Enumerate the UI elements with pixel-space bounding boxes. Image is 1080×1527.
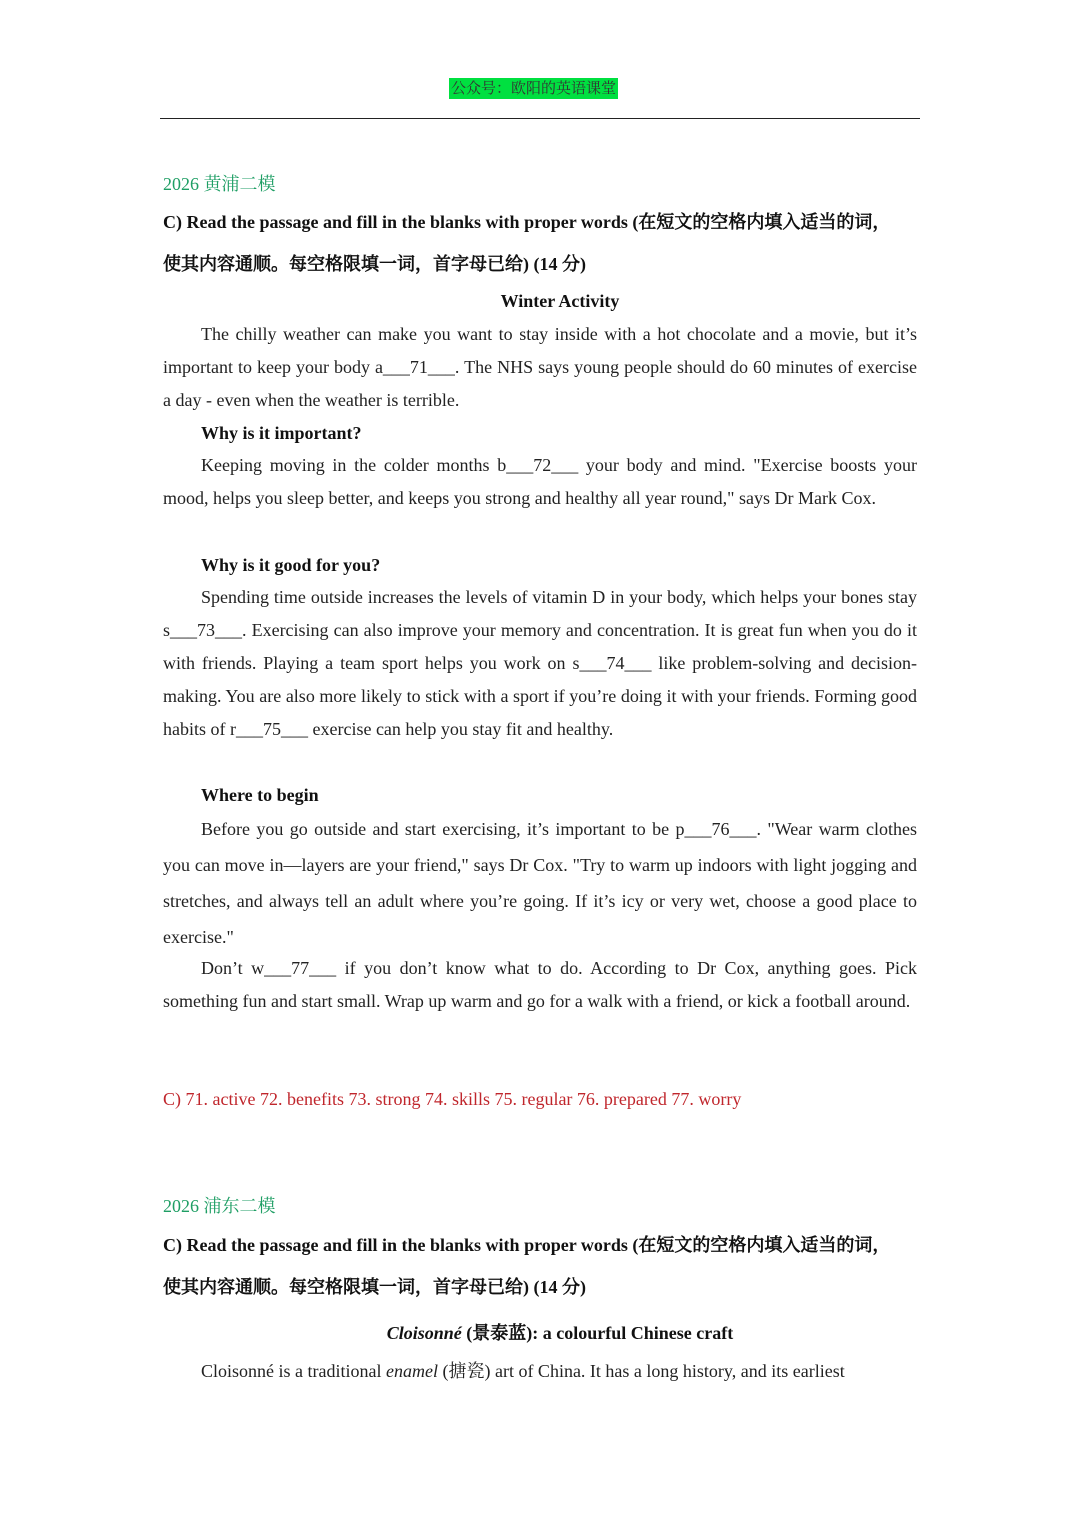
title-rest: (景泰蓝): a colourful Chinese craft — [461, 1323, 734, 1343]
paragraph: Keeping moving in the colder months b___72___ your body and mind. "Exercise boosts your mood, helps you sleep better, and keeps you strong and healthy all year round," says Dr Mark Cox. — [163, 455, 917, 508]
instructions-line-1: C) Read the passage and fill in the blanks with proper words (在短文的空格内填入适当的词， — [163, 212, 891, 232]
answer-key: C) 71. active 72. benefits 73. strong 74. skills 75. regular 76. prepared 77. worry — [163, 1089, 742, 1109]
instructions — [163, 201, 933, 285]
paragraph: The chilly weather can make you want to stay inside with a hot chocolate and a movie, but it’s important to keep your body a___71___. The NHS says young people should do 60 minutes of exercise a day - even when the weather is terrible. — [163, 324, 917, 410]
section-label: 2026 黄浦二模 — [163, 174, 276, 194]
text-run: (搪瓷) art of China. It has a long history, and its earliest — [437, 1361, 845, 1381]
instructions-line-2: 使其内容通顺。每空格限填一词，首字母已给) (14 分) — [163, 1277, 586, 1297]
text-run-italic: enamel — [385, 1361, 438, 1381]
paragraph: Don’t w___77___ if you don’t know what to do. According to Dr Cox, anything goes. Pick something fun and start small. Wrap up warm and go for a walk with a friend, or kick a football around. — [163, 958, 917, 1011]
subheading: Where to begin — [201, 785, 319, 805]
text-run: Cloisonné is a traditional — [201, 1361, 386, 1381]
header-badge: 公众号：欧阳的英语课堂 — [451, 79, 617, 97]
paragraph — [163, 1355, 917, 1388]
instructions-line-1: C) Read the passage and fill in the blanks with proper words (在短文的空格内填入适当的词， — [163, 1235, 891, 1255]
section-label: 2026 浦东二模 — [163, 1196, 276, 1216]
passage-title: Winter Activity — [500, 291, 620, 311]
title-italic: Cloisonné — [386, 1323, 462, 1343]
header-divider — [160, 118, 920, 119]
subheading: Why is it important? — [201, 423, 362, 443]
paragraph: Spending time outside increases the levels of vitamin D in your body, which helps your bones stay s___73___. Exercising can also improve your memory and concentration. It is great fun when you do it with friends. Playing a team sport helps you work on s___74___ like problem-solving and decision-making. You are also more likely to stick with a sport if you’re doing it with your friends. Forming good habits of r___75___ exercise can help you stay fit and healthy. — [163, 587, 917, 739]
subheading: Why is it good for you? — [201, 555, 381, 575]
passage-title — [160, 1319, 960, 1345]
instructions — [163, 1224, 933, 1308]
paragraph: Before you go outside and start exercising, it’s important to be p___76___. "Wear warm clothes you can move in—layers are your friend," says Dr Cox. "Try to warm up indoors with light jogging and stretches, and always tell an adult where you’re going. If it’s icy or very wet, choose a good place to exercise." — [163, 819, 917, 947]
instructions-line-2: 使其内容通顺。每空格限填一词，首字母已给) (14 分) — [163, 254, 586, 274]
